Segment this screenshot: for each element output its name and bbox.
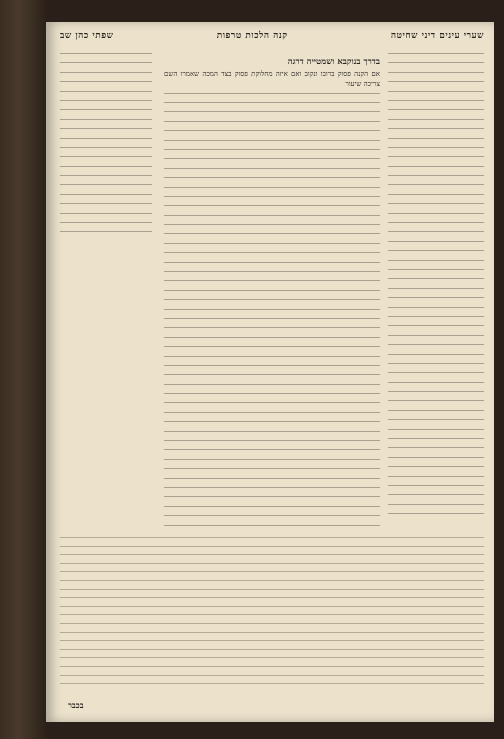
running-header: [60, 30, 484, 46]
lower-commentary-block: [60, 534, 484, 694]
commentary-column-right: [388, 50, 484, 528]
commentary-column-left: [60, 50, 152, 250]
book-page: [46, 22, 494, 722]
catchword: בכבר: [68, 700, 84, 710]
main-text-column: [164, 50, 380, 528]
left-commentary-lines: [60, 53, 152, 232]
lower-commentary-lines: [60, 537, 484, 684]
header-left: שפתי כהן שב: [60, 31, 114, 41]
main-text-lines: [164, 93, 380, 528]
commentary-lines: [388, 53, 484, 514]
text-columns: [60, 50, 484, 528]
section-heading: בדרך בנוקבא ושמטייה דרגה: [287, 57, 380, 67]
book-binding: [0, 0, 46, 739]
main-text: אם הקנה פסוק ברובו ונקוב ואם איזה מחלוקת פסוק בצד המכה שאמרו השם צריכה שיעור: [164, 70, 380, 88]
header-right: שערי עינים דיני שחיטה: [390, 31, 484, 41]
header-center: קנה הלכות טרפות: [216, 31, 288, 41]
